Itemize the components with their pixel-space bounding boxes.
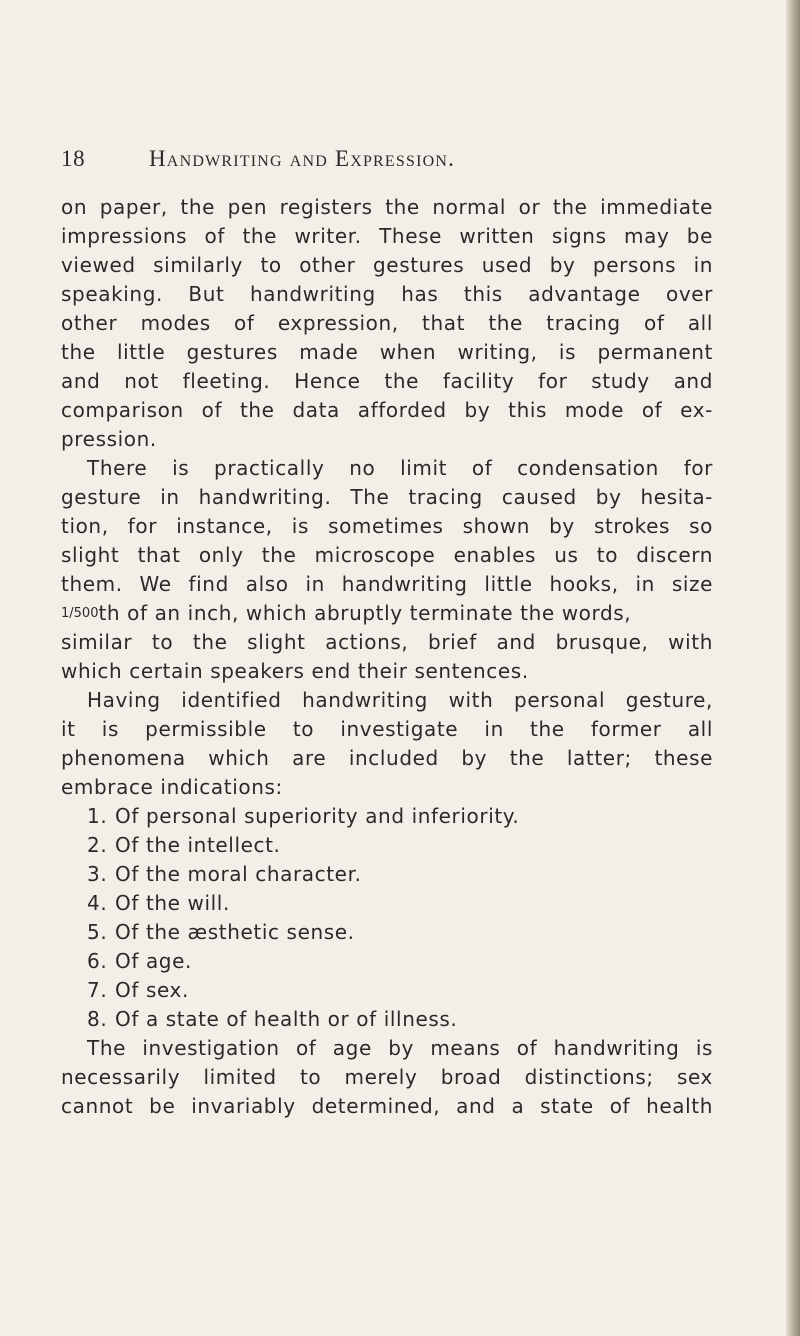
text-line: the little gestures made when writing, is permanent: [61, 340, 713, 364]
text-line: on paper, the pen registers the normal or the immediate: [61, 195, 713, 219]
list-item-text: Of a state of health or of illness.: [115, 1007, 458, 1031]
text-line: slight that only the microscope enables us to discern: [61, 543, 713, 567]
text-line: speaking. But handwriting has this advantage over: [61, 282, 713, 306]
text-line: pression.: [61, 427, 157, 451]
list-item: [61, 802, 713, 831]
page-number: 18: [61, 146, 86, 171]
text-line: it is permissible to investigate in the former all: [61, 717, 713, 741]
list-item-text: Of personal superiority and inferiority.: [115, 804, 520, 828]
list-item: [61, 889, 713, 918]
list-item-text: Of the will.: [115, 891, 230, 915]
page-edge-shadow: [786, 0, 800, 1336]
running-title: Handwriting and Expression.: [149, 146, 456, 171]
list-item: [61, 831, 713, 860]
text-line: similar to the slight actions, brief and brusque, with: [61, 630, 713, 654]
list-item-number: 3.: [87, 862, 108, 886]
list-item-number: 1.: [87, 804, 108, 828]
page-body: [61, 193, 713, 1121]
list-item: [61, 1005, 713, 1034]
text-line: them. We find also in handwriting little hooks, in size: [61, 572, 713, 596]
list-item: [61, 976, 713, 1005]
book-page: [61, 146, 713, 1121]
text-line: and not fleeting. Hence the facility for study and: [61, 369, 713, 393]
list-item-text: Of the moral character.: [115, 862, 362, 886]
text-line: phenomena which are included by the latter; these: [61, 746, 713, 770]
text-line: necessarily limited to merely broad distinctions; sex: [61, 1065, 713, 1089]
text-line: gesture in handwriting. The tracing caused by hesita-: [61, 485, 713, 509]
list-item-text: Of the æsthetic sense.: [115, 920, 355, 944]
list-item-text: Of age.: [115, 949, 192, 973]
text-line: viewed similarly to other gestures used by persons in: [61, 253, 713, 277]
list-item-number: 2.: [87, 833, 108, 857]
text-line: impressions of the writer. These written signs may be: [61, 224, 713, 248]
text-line: comparison of the data afforded by this mode of ex-: [61, 398, 713, 422]
text-line: embrace indications:: [61, 775, 283, 799]
list-item-number: 8.: [87, 1007, 108, 1031]
text-line: cannot be invariably determined, and a state of health: [61, 1094, 713, 1118]
fraction: 1/500: [61, 606, 99, 621]
list-item-number: 4.: [87, 891, 108, 915]
text-line: Having identified handwriting with personal gesture,: [87, 688, 713, 712]
list-item-number: 6.: [87, 949, 108, 973]
running-header: [61, 146, 713, 178]
fraction-suffix: th of an inch, which abruptly terminate the words,: [98, 601, 632, 625]
text-line-with-fraction: [61, 599, 713, 628]
text-line: tion, for instance, is sometimes shown by strokes so: [61, 514, 713, 538]
text-line: which certain speakers end their sentences.: [61, 659, 529, 683]
text-line: The investigation of age by means of handwriting is: [87, 1036, 713, 1060]
text-line: There is practically no limit of condensation for: [87, 456, 713, 480]
list-item: [61, 947, 713, 976]
list-item-number: 5.: [87, 920, 108, 944]
list-item: [61, 918, 713, 947]
list-item: [61, 860, 713, 889]
list-item-text: Of sex.: [115, 978, 189, 1002]
list-item-text: Of the intellect.: [115, 833, 281, 857]
text-line: other modes of expression, that the tracing of all: [61, 311, 713, 335]
list-item-number: 7.: [87, 978, 108, 1002]
